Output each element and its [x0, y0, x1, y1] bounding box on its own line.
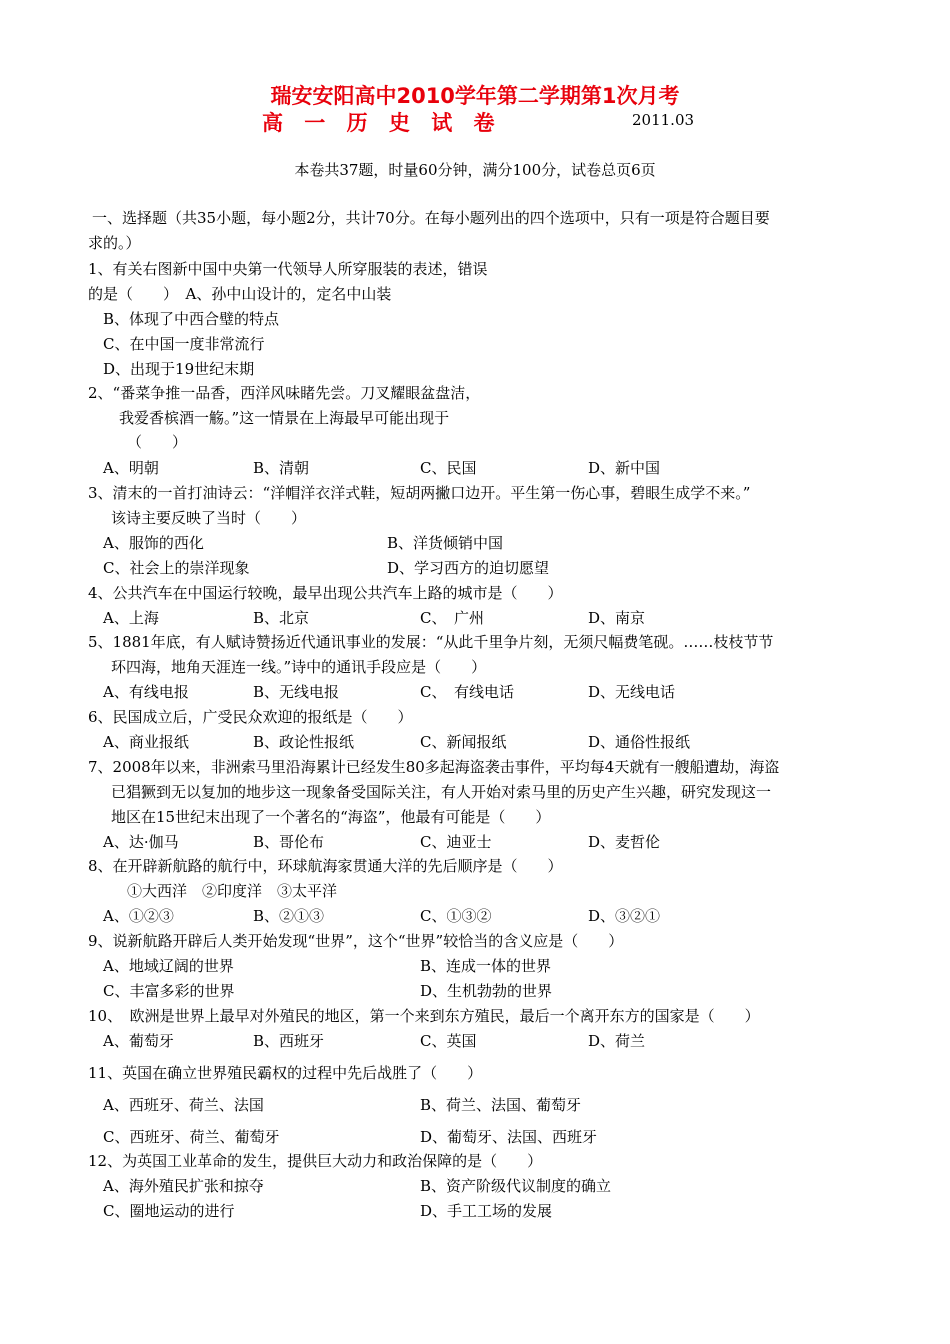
question-7-option-c: C、迪亚士 [420, 833, 492, 851]
question-5-option-a: A、有线电报 [103, 683, 189, 701]
question-1-option-c: C、在中国一度非常流行 [103, 335, 265, 353]
section-instructions: 一、选择题（共35小题，每小题2分，共计70分。在每小题列出的四个选项中，只有一项是符合题目要 [92, 209, 770, 227]
question-2-option-d: D、新中国 [588, 459, 661, 477]
question-7-stem-cont: 已猖獗到无以复加的地步这一现象备受国际关注，有人开始对索马里的历史产生兴趣，研究发现这一 [111, 783, 772, 801]
question-8-items: ①大西洋 ②印度洋 ③太平洋 [127, 882, 338, 900]
question-6-option-c: C、新闻报纸 [420, 733, 507, 751]
question-8-stem: 8、在开辟新航路的航行中，环球航海家贯通大洋的先后顺序是（ ） [88, 857, 563, 875]
question-5-option-b: B、无线电报 [253, 683, 340, 701]
question-7-stem-cont-2: 地区在15世纪末出现了一个著名的“海盗”，他最有可能是（ ） [111, 808, 551, 826]
question-7-stem: 7、2008年以来，非洲索马里沿海累计已经发生80多起海盗袭击事件，平均每4天就有一艘船遭劫，海盗 [88, 758, 780, 776]
exam-date: 2011.03 [632, 111, 695, 129]
question-4-option-a: A、上海 [103, 609, 159, 627]
question-12-option-c: C、圈地运动的进行 [103, 1202, 235, 1220]
question-11-option-a: A、西班牙、荷兰、法国 [103, 1096, 264, 1114]
question-2-option-a: A、明朝 [103, 459, 159, 477]
question-3-stem-cont: 该诗主要反映了当时（ ） [111, 509, 307, 527]
question-4-option-c: C、 广州 [420, 609, 484, 627]
question-9-option-a: A、地域辽阔的世界 [103, 957, 234, 975]
question-11-stem: 11、英国在确立世界殖民霸权的过程中先后战胜了（ ） [88, 1064, 483, 1082]
question-7-option-a: A、达·伽马 [103, 833, 179, 851]
exam-subtitle: 高 一 历 史 试 卷 [262, 111, 502, 135]
question-7-option-d: D、麦哲伦 [588, 833, 661, 851]
question-1-stem: 1、有关右图新中国中央第一代领导人所穿服装的表述，错误 [88, 260, 488, 278]
question-9-option-c: C、丰富多彩的世界 [103, 982, 235, 1000]
question-11-option-d: D、葡萄牙、法国、西班牙 [420, 1128, 598, 1146]
question-3-option-d: D、学习西方的迫切愿望 [387, 559, 550, 577]
question-1-option-b: B、体现了中西合璧的特点 [103, 310, 280, 328]
question-4-option-b: B、北京 [253, 609, 310, 627]
question-3-option-b: B、洋货倾销中国 [387, 534, 504, 552]
question-5-option-c: C、 有线电话 [420, 683, 514, 701]
question-2-option-c: C、民国 [420, 459, 477, 477]
question-5-option-d: D、无线电话 [588, 683, 676, 701]
question-3-option-a: A、服饰的西化 [103, 534, 204, 552]
question-8-option-a: A、①②③ [103, 907, 174, 925]
question-12-option-b: B、资产阶级代议制度的确立 [420, 1177, 612, 1195]
question-1-stem-option-a: 的是（ ） A、孙中山设计的，定名中山装 [88, 285, 392, 303]
question-2-option-b: B、清朝 [253, 459, 310, 477]
question-8-option-b: B、②①③ [253, 907, 325, 925]
question-2-answer-blank: （ ） [127, 433, 188, 451]
question-4-stem: 4、公共汽车在中国运行较晚，最早出现公共汽车上路的城市是（ ） [88, 584, 563, 602]
question-9-stem: 9、说新航路开辟后人类开始发现“世界”，这个“世界”较恰当的含义应是（ ） [88, 932, 624, 950]
question-6-option-a: A、商业报纸 [103, 733, 189, 751]
question-2-stem-cont: 我爱香槟酒一觞。”这一情景在上海最早可能出现于 [119, 409, 450, 427]
question-6-stem: 6、民国成立后，广受民众欢迎的报纸是（ ） [88, 708, 413, 726]
question-11-option-b: B、荷兰、法国、葡萄牙 [420, 1096, 582, 1114]
question-6-option-b: B、政论性报纸 [253, 733, 355, 751]
question-9-option-b: B、连成一体的世界 [420, 957, 552, 975]
question-2-stem: 2、“番菜争推一品香，西洋风味睹先尝。刀叉耀眼盆盘洁， [88, 384, 481, 402]
question-3-option-c: C、社会上的崇洋现象 [103, 559, 250, 577]
question-12-option-d: D、手工工场的发展 [420, 1202, 553, 1220]
question-4-option-d: D、南京 [588, 609, 646, 627]
question-7-option-b: B、哥伦布 [253, 833, 325, 851]
question-12-option-a: A、海外殖民扩张和掠夺 [103, 1177, 264, 1195]
question-1-option-d: D、出现于19世纪末期 [103, 360, 255, 378]
question-10-stem: 10、 欧洲是世界上最早对外殖民的地区，第一个来到东方殖民，最后一个离开东方的国家是（ ） [88, 1007, 760, 1025]
question-10-option-d: D、荷兰 [588, 1032, 646, 1050]
question-8-option-d: D、③②① [588, 907, 661, 925]
section-instructions-cont: 求的。） [88, 234, 141, 252]
question-10-option-b: B、西班牙 [253, 1032, 325, 1050]
question-6-option-d: D、通俗性报纸 [588, 733, 691, 751]
question-3-stem: 3、清末的一首打油诗云：“洋帽洋衣洋式鞋，短胡两撇口边开。平生第一伤心事，碧眼生成学不来。” [88, 484, 751, 502]
question-9-option-d: D、生机勃勃的世界 [420, 982, 553, 1000]
question-10-option-c: C、英国 [420, 1032, 477, 1050]
question-11-option-c: C、西班牙、荷兰、葡萄牙 [103, 1128, 280, 1146]
question-12-stem: 12、为英国工业革命的发生，提供巨大动力和政治保障的是（ ） [88, 1152, 543, 1170]
question-5-stem-cont: 环四海，地角天涯连一线。”诗中的通讯手段应是（ ） [111, 658, 487, 676]
question-5-stem: 5、1881年底，有人赋诗赞扬近代通讯事业的发展：“从此千里争片刻，无须尺幅费笔砚。……枝枝节节 [88, 633, 774, 651]
exam-title: 瑞安安阳高中2010学年第二学期第1次月考 [270, 84, 680, 108]
exam-info: 本卷共37题，时量60分钟，满分100分，试卷总页6页 [294, 161, 656, 179]
question-8-option-c: C、①③② [420, 907, 492, 925]
question-10-option-a: A、葡萄牙 [103, 1032, 174, 1050]
